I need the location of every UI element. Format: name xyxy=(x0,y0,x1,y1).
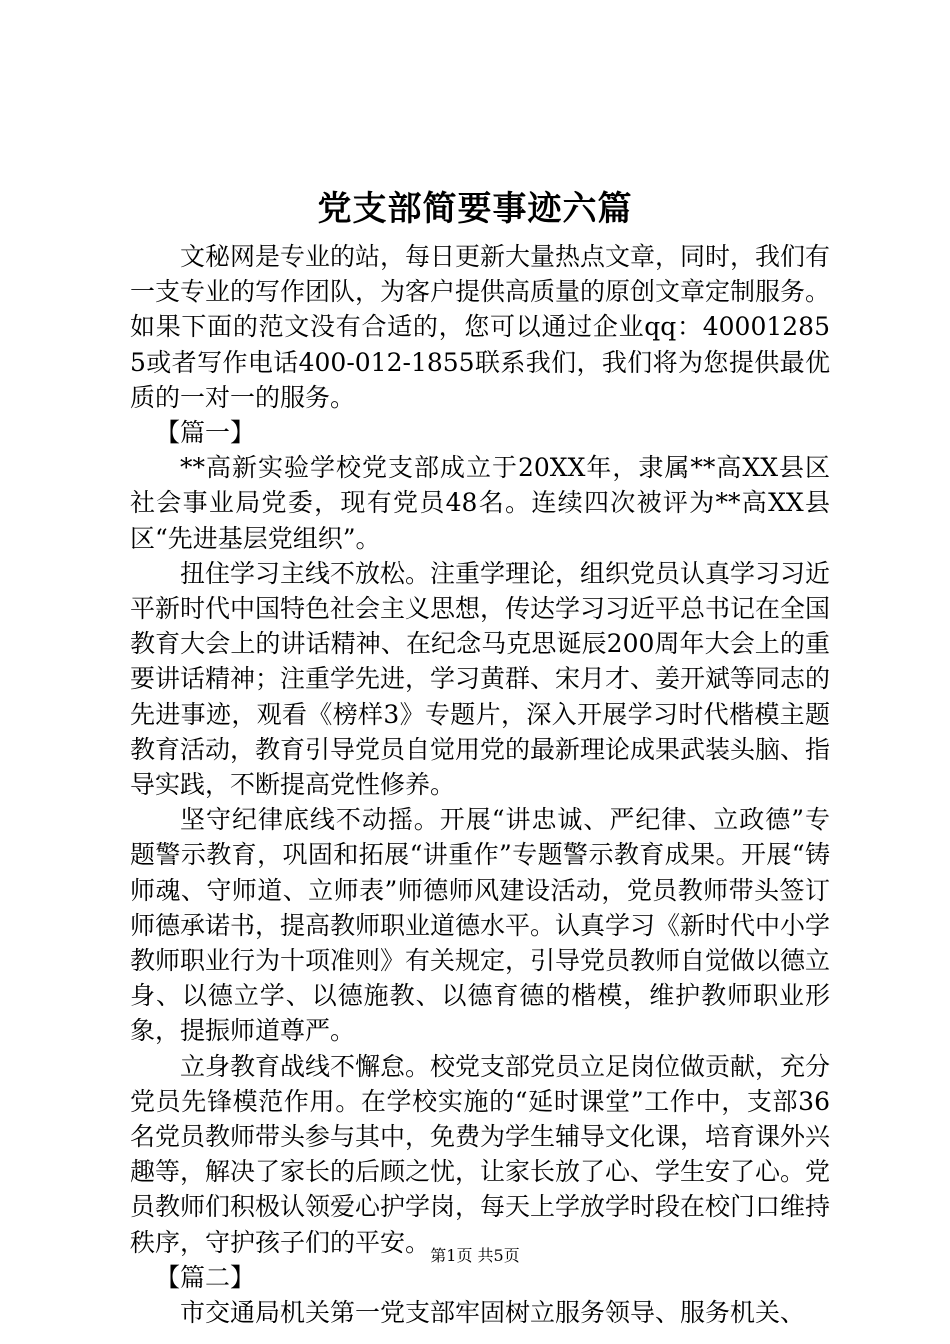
body-paragraph: 扭住学习主线不放松。注重学理论，组织党员认真学习习近平新时代中国特色社会主义思想，传达学习习近平总书记在全国教育大会上的讲话精神、在纪念马克思诞辰200周年大会上的重要讲话精神；注重学先进，学习黄群、宋月才、姜开斌等同志的先进事迹，观看《榜样3》专题片，深入开展学习时代楷模主题教育活动，教育引导党员自觉用党的最新理论成果武装头脑、指导实践，不断提高党性修养。 xyxy=(130,558,831,800)
document-body xyxy=(130,239,830,1330)
intro-paragraph: 文秘网是专业的站，每日更新大量热点文章，同时，我们有一支专业的写作团队，为客户提供高质量的原创文章定制服务。如果下面的范文没有合适的，您可以通过企业qq：400012855或者写作电话400-012-1855联系我们，我们将为您提供最优质的一对一的服务。 xyxy=(130,242,831,412)
body-paragraph: 坚守纪律底线不动摇。开展“讲忠诚、严纪律、立政德”专题警示教育，巩固和拓展“讲重作”专题警示教育成果。开展“铸师魂、守师道、立师表”师德师风建设活动，党员教师带头签订师德承诺书，提高教师职业道德水平。认真学习《新时代中小学教师职业行为十项准则》有关规定，引导党员教师自觉做以德立身、以德立学、以德施教、以德育德的楷模，维护教师职业形象，提振师道尊严。 xyxy=(130,805,831,1046)
section-heading-1: 【篇一】 xyxy=(155,418,256,448)
body-paragraph: 立身教育战线不懈怠。校党支部党员立足岗位做贡献，充分党员先锋模范作用。在学校实施的“延时课堂”工作中，支部36名党员教师带头参与其中，免费为学生辅导文化课，培育课外兴趣等，解决了家长的后顾之忧，让家长放了心、学生安了心。党员教师们积极认领爱心护学岗，每天上学放学时段在校门口维持秩序，守护孩子们的平安。 xyxy=(130,1051,831,1257)
body-paragraph: **高新实验学校党支部成立于20XX年，隶属**高XX县区社会事业局党委，现有党员48名。连续四次被评为**高XX县区“先进基层党组织”。 xyxy=(130,453,830,553)
document-title: 党支部简要事迹六篇 xyxy=(317,189,633,229)
body-paragraph: 市交通局机关第一党支部牢固树立服务领导、服务机关、 xyxy=(180,1298,806,1328)
page-footer: 第1页 共5页 xyxy=(430,1246,520,1265)
section-heading-2: 【篇二】 xyxy=(155,1262,256,1292)
